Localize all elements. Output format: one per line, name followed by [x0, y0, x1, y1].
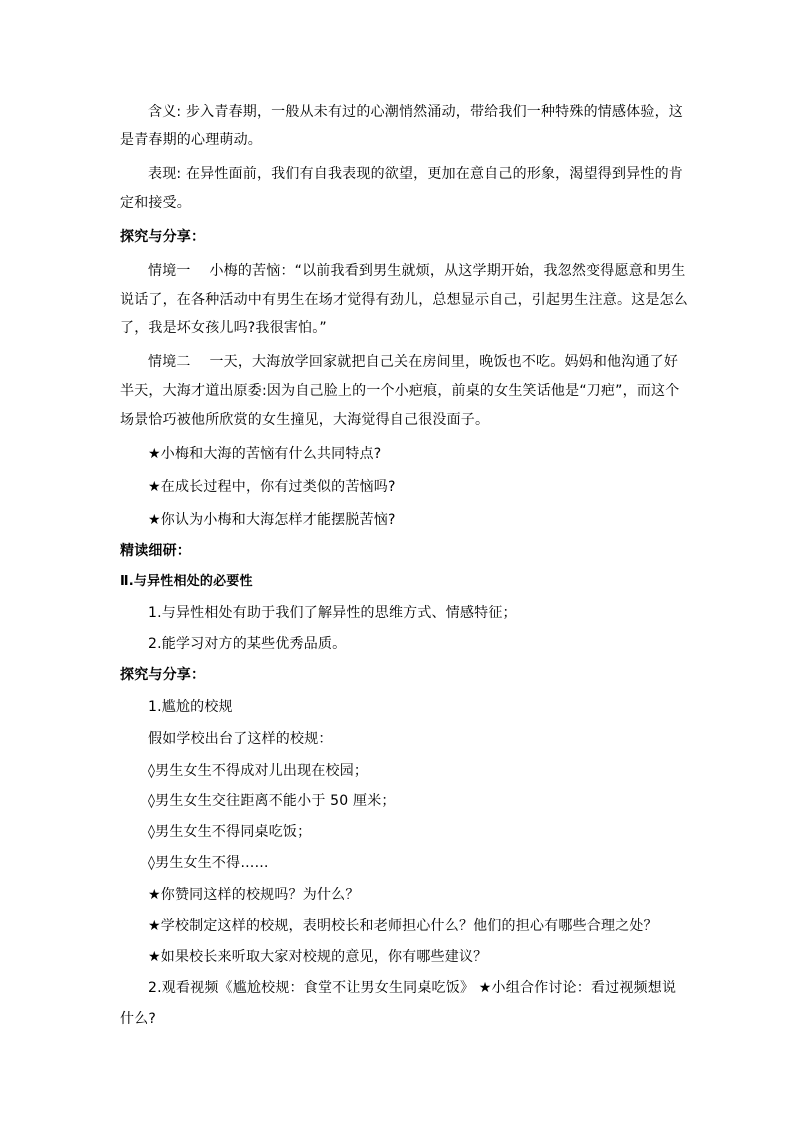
manifestation-paragraph-line-2: 定和接受。 [120, 195, 191, 211]
scenario-two-line-1: 情境二 一天，大海放学回家就把自己关在房间里，晚饭也不吃。妈妈和他沟通了好 [148, 354, 679, 370]
rule-item: ◊男生女生交往距离不能小于 50 厘米； [148, 793, 396, 809]
rules-intro: 假如学校出台了这样的校规： [148, 731, 333, 747]
scenario-two-line-2: 半天，大海才道出原委:因为自己脸上的一个小疤痕，前桌的女生笑话他是“刀疤”，而这个 [120, 383, 680, 399]
section-heading-explore-share: 探究与分享： [120, 229, 206, 245]
question-item: ★学校制定这样的校规，表明校长和老师担心什么？他们的担心有哪些合理之处？ [148, 918, 658, 934]
video-discussion-line-2: 什么? [120, 1011, 157, 1027]
numbered-point: 1.与异性相处有助于我们了解异性的思维方式、情感特征； [148, 605, 517, 621]
section-heading-explore-share: 探究与分享： [120, 667, 206, 683]
scenario-one-line-3: 了，我是坏女孩儿吗?我很害怕。” [120, 320, 327, 336]
scenario-one-line-2: 说话了，在各种活动中有男生在场才觉得有劲儿，总想显示自己，引起男生注意。这是怎么 [120, 292, 688, 308]
scenario-two-line-3: 场景恰巧被他所欣赏的女生撞见，大海觉得自己很没面子。 [120, 412, 490, 428]
numbered-point: 2.能学习对方的某些优秀品质。 [148, 636, 347, 652]
rule-item: ◊男生女生不得同桌吃饭； [148, 824, 312, 840]
section-heading-close-reading: 精读细研： [120, 543, 191, 559]
rule-item: ◊男生女生不得…… [148, 855, 269, 871]
question-item: ★小梅和大海的苦恼有什么共同特点? [148, 446, 382, 462]
video-discussion-line-1: 2.观看视频《尴尬校规：食堂不让男女生同桌吃饭》 ★小组合作讨论：看过视频想说 [148, 980, 677, 996]
question-item: ★你认为小梅和大海怎样才能摆脱苦恼? [148, 512, 396, 528]
subsection-heading-necessity: Ⅱ.与异性相处的必要性 [120, 574, 253, 589]
question-item: ★如果校长来听取大家对校规的意见，你有哪些建议？ [148, 949, 488, 965]
rule-item: ◊男生女生不得成对儿出现在校园； [148, 763, 369, 779]
question-item: ★在成长过程中，你有过类似的苦恼吗? [148, 479, 396, 495]
meaning-paragraph-line-2: 是青春期的心理萌动。 [120, 132, 262, 148]
question-item: ★你赞同这样的校规吗？为什么？ [148, 887, 360, 903]
scenario-one-line-1: 情境一 小梅的苦恼：“以前我看到男生就烦，从这学期开始，我忽然变得愿意和男生 [148, 263, 686, 279]
activity-title: 1.尴尬的校规 [148, 699, 233, 715]
meaning-paragraph-line-1: 含义: 步入青春期，一般从未有过的心潮悄然涌动，带给我们一种特殊的情感体验，这 [148, 104, 683, 120]
manifestation-paragraph-line-1: 表现: 在异性面前，我们有自我表现的欲望，更加在意自己的形象，渴望得到异性的肯 [148, 166, 683, 182]
